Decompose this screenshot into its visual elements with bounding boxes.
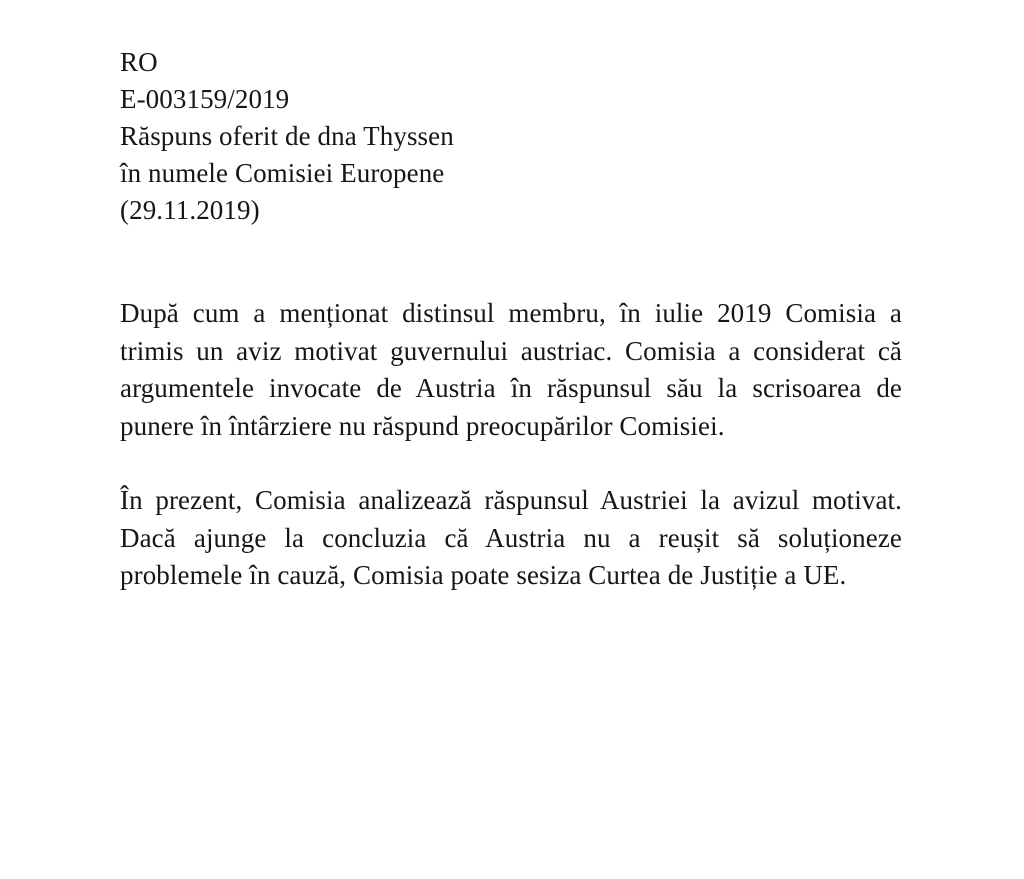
language-code: RO — [120, 47, 158, 77]
paragraph: În prezent, Comisia analizează răspunsul Austriei la avizul motivat. Dacă ajunge la concluzia că Austria nu a reușit să soluționeze problemele în cauză, Comisia poate sesiza Curtea de Justiție a UE. — [120, 485, 902, 590]
on-behalf-line: în numele Comisiei Europene — [120, 158, 445, 188]
document-header — [120, 44, 904, 229]
paragraph: După cum a menționat distinsul membru, în iulie 2019 Comisia a trimis un aviz motivat guvernului austriac. Comisia a considerat că argumentele invocate de Austria în răspunsul său la scrisoarea de punere în întârziere nu răspund preocupărilor Comisiei. — [120, 298, 902, 441]
answer-date: (29.11.2019) — [120, 195, 260, 225]
document-reference: E-003159/2019 — [120, 84, 290, 114]
answer-author-line: Răspuns oferit de dna Thyssen — [120, 121, 454, 151]
document-body — [120, 295, 904, 595]
